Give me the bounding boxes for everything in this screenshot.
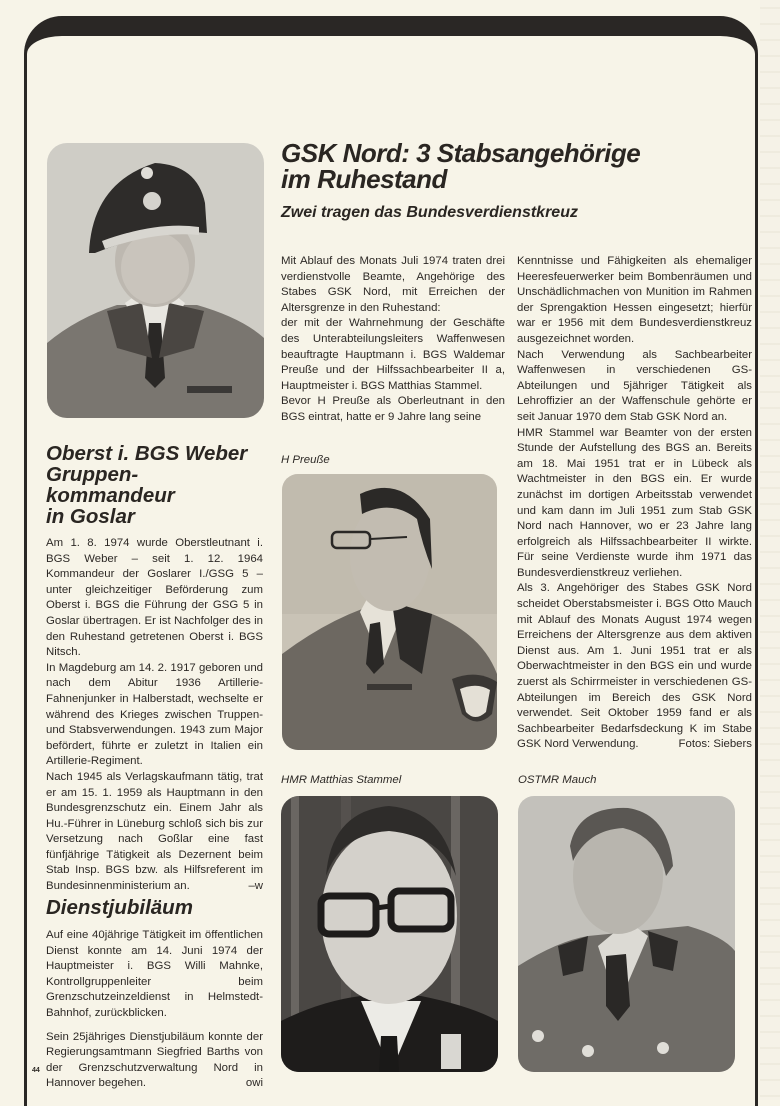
sidebar-body xyxy=(46,536,263,895)
sidebar-signature: –w xyxy=(248,880,263,893)
sidebar-paragraph: In Magdeburg am 14. 2. 1917 geboren und nach dem Abitur 1936 Artillerie-Fahnenjunker in Halberstadt, wechselte er während des Krieges zwischen Truppen- und Stabsverwendungen. 1943 zum Major befördert, führte er zuletzt in Italien ein Artillerie-Regiment. xyxy=(46,661,263,768)
sidebar-title xyxy=(46,443,271,527)
article-paragraph-text: Als 3. Angehöriger des Stabes GSK Nord scheidet Oberstabsmeister i. BGS Otto Mauch mit Ablauf des Monats August 1974 wegen Erreichens der Altersgrenze aus dem aktiven Dienst aus. Am 1. Juni 1951 trat er als Oberwachtmeister in den BGS ein und wurde zuerst als Schirrmeister in verschiedenen GS-Abteilungen im Bereich des GSK Nord verwendet. Seit Oktober 1959 fand er als Sachbearbeiter Bedarfsdeckung K im Stabe GSK Nord Verwendung. xyxy=(517,582,752,751)
article-paragraph: Nach Verwendung als Sachbearbeiter Waffenwesen in verschiedenen GS-Abteilungen und 5jähriger Tätigkeit als Lehroffizier an der Waffenschule gehörte er seit Januar 1970 dem Stab GSK Nord an. xyxy=(517,348,752,423)
page-number: 44 xyxy=(32,1067,40,1074)
article-subheadline: Zwei tragen das Bundesverdienstkreuz xyxy=(281,204,578,221)
caption-mauch: OSTMR Mauch xyxy=(518,774,597,786)
jubilee-paragraph xyxy=(46,1030,263,1092)
jubilee-signature: owi xyxy=(245,1077,263,1090)
article-paragraph: Mit Ablauf des Monats Juli 1974 traten drei verdienstvolle Beamte, Angehörige des Stabes GSK Nord, mit Erreichen der Altersgrenze in den Ruhestand: xyxy=(281,255,505,314)
article-headline xyxy=(281,140,751,192)
article-column-1 xyxy=(281,254,505,426)
sidebar-title-line: Oberst i. BGS Weber xyxy=(46,442,248,465)
sidebar-paragraph-text: Nach 1945 als Verlagskaufmann tätig, trat er am 15. 1. 1959 als Hauptmann in den Bundesgrenzschutz ein. Einem Jahr als Hu.-Führer in Lüneburg schloß sich bis zur Versetzung nach Goßlar eine fast fünfjährige Tätigkeit als Dezernent beim Stab Insp. BGS bzw. als Hilfsreferent im Bundesinnenministerium an. xyxy=(46,770,263,893)
photo-preusse xyxy=(282,474,497,750)
article-paragraph: Kenntnisse und Fähigkeiten als ehemaliger Heeresfeuerwerker beim Bombenräumen und Unschädlichmachen von Munition im Rahmen der Sprengaktion Hessen eingesetzt; hierfür war er 1956 mit dem Bundesverdienstkreuz ausgezeichnet worden. xyxy=(517,255,752,345)
article-paragraph xyxy=(517,581,752,753)
headline-line-2: im Ruhestand xyxy=(281,164,447,194)
photo-stammel xyxy=(281,796,498,1072)
photo-mauch xyxy=(518,796,735,1072)
jubilee-body xyxy=(46,928,263,1092)
sidebar-title-line: kommandeur xyxy=(46,484,175,507)
jubilee-paragraph: Auf eine 40jährige Tätigkeit im öffentlichen Dienst konnte am 14. Juni 1974 der Hauptmeister i. BGS Willi Mahnke, Kontrollgruppenleiter beim Grenzschutzeinzeldienst in Helmstedt-Bahnhof, zurückblicken. xyxy=(46,929,263,1019)
article-column-2 xyxy=(517,254,752,753)
sidebar-title-line: in Goslar xyxy=(46,505,135,528)
sidebar-title-line: Gruppen- xyxy=(46,463,139,486)
article-paragraph: Bevor H Preuße als Oberleutnant in den BGS eintrat, hatte er 9 Jahre lang seine xyxy=(281,395,505,423)
article-paragraph: HMR Stammel war Beamter von der ersten Stunde der Aufstellung des BGS an. Bereits am 18. Mai 1951 trat er in Lübeck als Wachtmeister in den BGS ein. Er wurde zunächst im dortigen Arbeitsstab verwendet und kam dann im Juli 1951 zum Stab GSK Nord nach Hannover, wo er 23 Jahre lang erfolgreich als Hilfssachbearbeiter II wirkte. Für seine Verdienste wurde ihm 1971 das Bundesverdienstkreuz verliehen. xyxy=(517,426,752,579)
sidebar-paragraph xyxy=(46,770,263,895)
caption-stammel: HMR Matthias Stammel xyxy=(281,774,402,786)
photo-weber xyxy=(47,143,264,418)
photo-credit: Fotos: Siebers xyxy=(678,738,752,751)
sidebar-paragraph: Am 1. 8. 1974 wurde Oberstleutnant i. BGS Weber – seit 1. 12. 1964 Kommandeur der Goslarer I./GSG 5 – unter gleichzeitiger Beförderung zum Oberst i. BGS die Führung der GSG 5 in Goslar übertragen. Er ist Nachfolger des in den Ruhestand getretenen Oberst i. BGS Nitsch. xyxy=(46,537,263,659)
jubilee-title: Dienstjubiläum xyxy=(46,896,193,919)
page-edge-texture xyxy=(760,0,780,1100)
jubilee-paragraph-text: Sein 25jähriges Dienstjubiläum konnte der Regierungsamtmann Siegfried Barths von der Grenzschutzverwaltung Nord in Hannover begehen. xyxy=(46,1030,263,1090)
article-paragraph: der mit der Wahrnehmung der Geschäfte des Unterabteilungsleiters Waffenwesen beauftragte Hauptmann i. BGS Waldemar Preuße und der Hilfssachbearbeiter II a, Hauptmeister i. BGS Matthias Stammel. xyxy=(281,317,505,392)
headline-line-1: GSK Nord: 3 Stabsangehörige xyxy=(281,138,641,168)
caption-preusse: H Preuße xyxy=(281,454,330,466)
